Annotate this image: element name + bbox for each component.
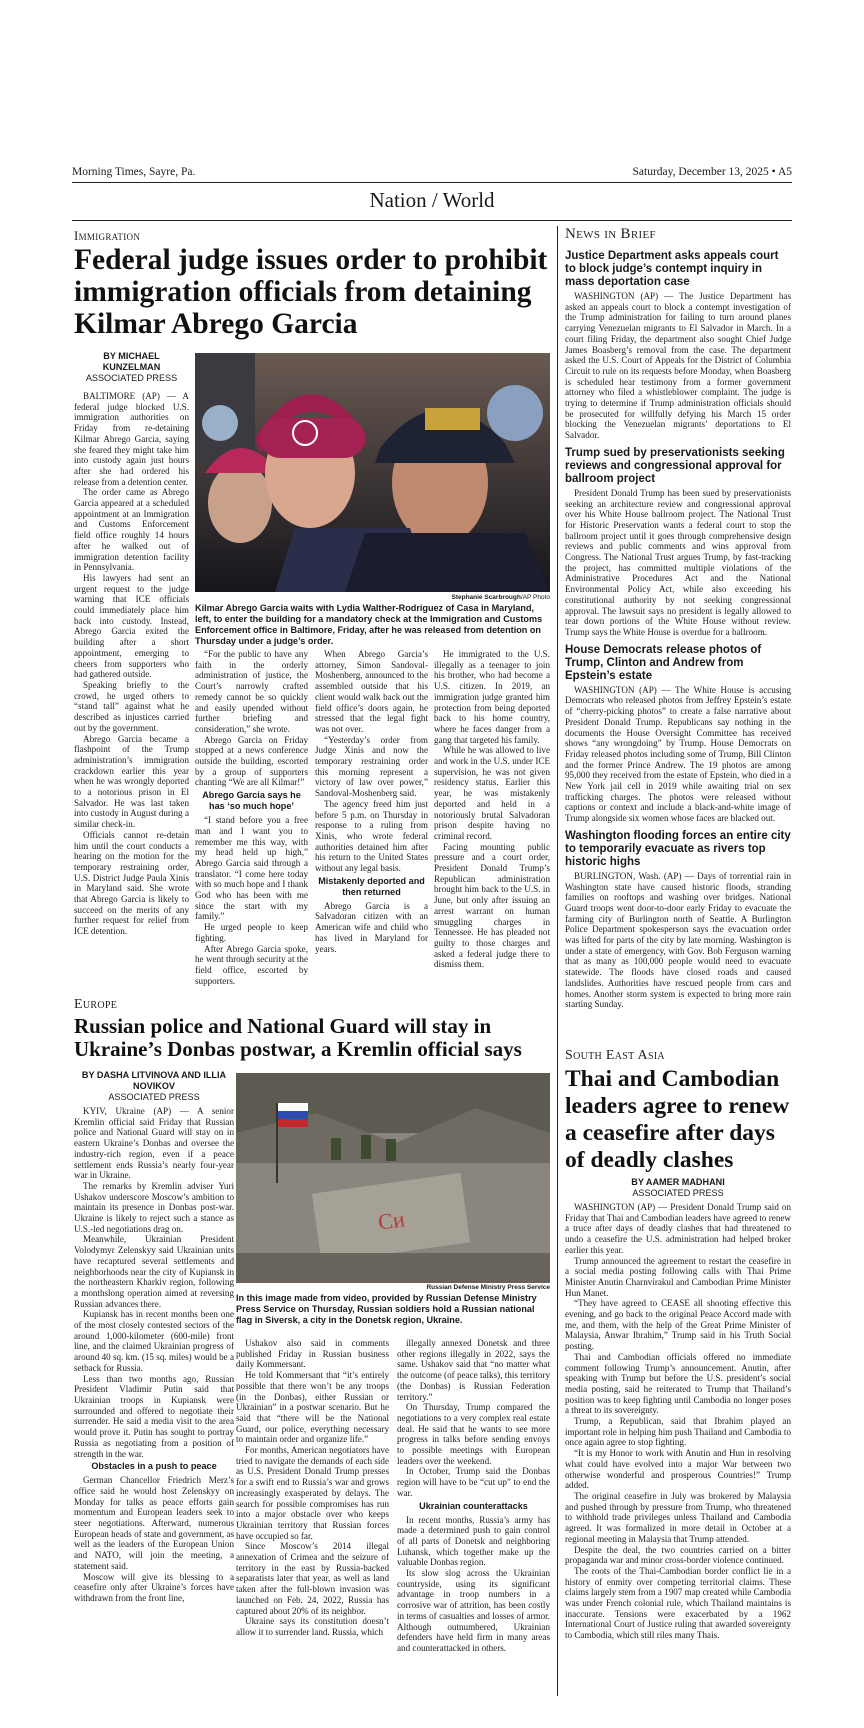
paragraph: He immigrated to the U.S. illegally as a teenager to join his brother, who had become a U.S. citizen. In 2019, an immigration judge granted him protection from being deported back to his home country, where he faces danger from a gang that targeted his family. [434,649,550,745]
byline-name: BY DASHA LITVINOVA AND ILLIA NOVIKOV [81,1070,227,1091]
byline-name: BY AAMER MADHANI [631,1177,725,1187]
paragraph: The order came as Abrego Garcia appeared at a scheduled appointment at an Immigration and Customs Enforcement field office roughly 14 hours after he walked out of immigration detention facility in Pennsylvania. [74,487,189,573]
paragraph: Trump, a Republican, said that Ibrahim played an important role in helping him push Thailand and Cambodia to once again agree to stop fighting. [565,1416,791,1448]
paragraph: Its slow slog across the Ukrainian countryside, using its significant advantage in troop numbers in a corrosive war of attrition, has been costly in terms of casualties and losses of armor. Although outnumbered, Ukrainian defenders have held firm in many areas and counterattacked in others. [397,1568,550,1653]
story2-col3 [397,1338,550,1700]
story2-caption: In this image made from video, provided by Russian Defense Ministry Press Service on Thursday, Russian soldiers hold a Russian national flag in Siversk, a city in the Donetsk region, Ukraine. [236,1293,537,1325]
paragraph: Since Moscow’s 2014 illegal annexation of Crimea and the seizure of territory in the east by Russia-backed separatists later that year, as well as land taken after the full-blown invasion was launched on Feb. 24, 2022, Russia has captured about 20% of its neighbor. [236,1541,389,1616]
story2-col1 [74,1106,234,1696]
story1-col2 [195,649,308,989]
story2-col2 [236,1338,389,1700]
credit-org: /AP Photo [520,594,550,601]
rubble-photo-illustration [236,1073,550,1283]
story1-kicker: Immigration [74,228,141,243]
paragraph: The original ceasefire in July was brokered by Malaysia and pushed through by pressure from Trump, who threatened to withhold trade privileges unless Thailand and Cambodia agreed. It was formalized in more detail in October at a regional meeting in Malaysia that Trump attended. [565,1490,791,1544]
paragraph: KYIV, Ukraine (AP) — A senior Kremlin official said Friday that Russian police and National Guard will stay on in eastern Ukraine’s Donbas and oversee the industry-rich region, even if a peace settlement ends Russia’s nearly four-year war in Ukraine. [74,1106,234,1181]
svg-text:Cи: Cи [376,1206,407,1235]
subheading: Abrego Garcia says he has ‘so much hope’ [202,790,301,812]
paragraph: After Abrego Garcia spoke, he went through security at the field office, escorted by supporters. [195,943,308,986]
credit-name: Stephanie Scarbrough [451,594,521,601]
byline-name: BY MICHAEL KUNZELMAN [102,351,161,372]
subheading: Ukrainian counterattacks [419,1500,528,1511]
paragraph: He told Kommersant that “it’s entirely possible that there won’t be any troops (in the Donbas), either Russian or Ukrainian” in a postwar scenario. But he said that “there will be the National Guard, our police, everything necessary to maintain order and organize life.” [236,1370,389,1445]
brief-body: President Donald Trump has been sued by preservationists seeking an architecture review and congressional approval over his White House ballroom project. The National Trust for Historic Preservation wants a federal court to stop the ballroom project until it goes through comprehensive design reviews and public comments and wins approval from Congress. The National Trust argues Trump, by fast-tracking the project, has committed multiple violations of the Administrative Procedures Act and the National Environmental Policy Act, while also exceeding his constitutional authority by not seeking congressional approval. The lawsuit says no president is legally allowed to tear down portions of the White House without review. Trump says the White House is overdue for a ballroom. [565,487,791,637]
story2-headline: Russian police and National Guard will stay in Ukraine’s Donbas postwar, a Kremlin official says [74,1014,522,1062]
paragraph: Ushakov also said in comments published Friday in Russian business daily Kommersant. [236,1338,389,1370]
story2-photo-credit: Russian Defense Ministry Press Service [426,1284,550,1291]
story1-photo-credit [195,593,550,602]
byline-agency: ASSOCIATED PRESS [85,373,178,383]
paragraph: Thai and Cambodian officials offered no immediate comment following Trump’s announcement. Anutin, after speaking with Trump but before the U.S. president’s social media posting, said he reiterated to Trump that Thailand’s position was to keep fighting until Cambodia no longer poses a threat to its sovereignty. [565,1351,791,1416]
page-number: A5 [777,166,792,178]
brief-title: House Democrats release photos of Trump, Clinton and Andrew from Epstein’s estate [565,643,762,682]
briefs-kicker: News in Brief [565,226,656,242]
paragraph: illegally annexed Donetsk and three other regions illegally in 2022, says the same. Ushakov said that “no matter what the outcome (of peace talks), this territory (the Donbas) is Russian Federation territory.” [397,1338,550,1402]
story3-body [565,1202,791,1702]
story3-byline [565,1177,791,1199]
paragraph: Abrego Garcia became a flashpoint of the Trump administration’s immigration crackdown earlier this year when he was wrongly deported to a notorious prison in El Salvador. He was last taken into custody in August during a similar check-in. [74,733,189,830]
paragraph: “It is my Honor to work with Anutin and Hun in resolving what could have evolved into a major War between two otherwise wonderful and prosperous Countries!” Trump added. [565,1448,791,1491]
paragraph: Meanwhile, Ukrainian President Volodymyr Zelenskyy said Ukrainian units have recaptured several settlements and neighborhoods near the city of Kupiansk in the northeastern Kharkiv region, following a monthslong operation aimed at reversing Russian advances there. [74,1234,234,1309]
brief-body: WASHINGTON (AP) — The Justice Department has asked an appeals court to block a contempt investigation of the Trump administration for failing to turn around planes carrying Venezuelan migrants to El Salvador in March. In a court filing Friday, the department also sought Chief Judge James Boasberg’s removal from the case. The department asked the U.S. Court of Appeals for the District of Columbia Circuit to rule on its requests before Monday, when Boasberg is scheduled hear testimony from a former government attorney who filed a whistleblower complaint. The judge is trying to determine if Trump administration officials should be prosecuted for willfully defying his March 15 order blocking the Venezuelan migrants’ deportations to El Salvador. [565,291,791,441]
paragraph: Officials cannot re-detain him until the court conducts a hearing on the motion for the temporary restraining order, U.S. District Judge Paula Xinis in Maryland said. She wrote that Abrego Garcia is likely to succeed on the merits of any further request for relief from ICE detention. [74,829,189,937]
paragraph: When Abrego Garcia’s attorney, Simon Sandoval-Moshenberg, announced to the assembled outside that his client would walk back out the field office’s doors again, he stressed that the legal fight was not over. [315,649,428,734]
story1-caption: Kilmar Abrego Garcia waits with Lydia Walther-Rodriguez of Casa in Maryland, left, to enter the building for a mandatory check at the Immigration and Customs Enforcement office in Baltimore, Friday, after he was released from detention on Thursday under a judge’s order. [195,603,543,646]
column-divider [557,226,558,1696]
paragraph: While he was allowed to live and work in the U.S. under ICE supervision, he was not given residency status. Earlier this year, he was mistakenly deported and held in a notoriously brutal Salvadoran prison despite having no criminal record. [434,745,550,841]
story2-photo [236,1073,550,1283]
byline-agency: ASSOCIATED PRESS [632,1188,724,1198]
brief-body: WASHINGTON (AP) — The White House is accusing Democrats who released photos from Jeffrey Epstein’s estate of “cherry-picking photos” to create a false narrative about President Donald Trump. Republicans say nothing in the documents the House Oversight Committee has received shows “any wrongdoing” by Trump. House Democrats on Friday released photos including some of Trump, Bill Clinton and the former Prince Andrew. The 19 photos are among 95,000 they received from the estate of Epstein, who died in a New York jail cell in 2019 while awaiting trial on sex trafficking charges. The photos were released without captions or context and include a black-and-white image of Trump alongside six women whose faces are blacked out. [565,684,791,824]
story1-headline: Federal judge issues order to prohibit immigration officials from detaining Kilmar Abrego Garcia [74,244,548,340]
paragraph: WASHINGTON (AP) — President Donald Trump said on Friday that Thai and Cambodian leaders have agreed to renew a truce after days of deadly clashes that had threatened to undo a ceasefire the U.S. administration had helped broker earlier this year. [565,1202,791,1255]
page-date [633,166,792,178]
paragraph: His lawyers had sent an urgent request to the judge warning that ICE officials could immediately place him back into custody. Instead, Abrego Garcia exited the building after a short appointment, emerging to cheers from supporters who had gathered outside. [74,572,189,680]
story3-headline: Thai and Cambodian leaders agree to renew a ceasefire after days of deadly clashes [565,1066,790,1174]
paragraph: Despite the deal, the two countries carried on a bitter propaganda war and minor cross-border violence continued. [565,1544,791,1566]
paragraph: The remarks by Kremlin adviser Yuri Ushakov underscore Moscow’s ambition to maintain its presence in Donbas post-war. Ukraine is likely to reject such a stance as U.S.-led negotiations drag on. [74,1180,234,1234]
paragraph: He urged people to keep fighting. [195,922,308,943]
story1-photo [195,353,550,592]
paragraph: Kupiansk has in recent months been one of the most closely contested sectors of the around 1,000-kilometer (600-mile) front line, and the claimed Ukrainian progress of around 40 sq. km. (15 sq. miles) would be a setback for Russia. [74,1309,234,1373]
date-text: Saturday, December 13, 2025 • [632,166,776,178]
subheading: Mistakenly deported and then returned [318,875,425,897]
paragraph: In recent months, Russia’s army has made a determined push to gain control of all parts of Donetsk and neighboring Luhansk, which together make up the valuable Donbas region. [397,1514,550,1568]
subheading: Obstacles in a push to peace [91,1461,217,1472]
brief-title: Justice Department asks appeals court to block judge’s contempt inquiry in mass deportation case [565,250,779,288]
paragraph: “I stand before you a free man and I want you to remember me this way, with my head held up high,” Abrego Garcia said through a translator. “I come here today with so much hope and I thank God who has been with me since the start with my family.” [195,815,308,922]
section-rule [72,220,792,221]
paragraph: Moscow will give its blessing to a ceasefire only after Ukraine’s forces have withdrawn from the front line, [74,1571,234,1603]
story1-col4 [434,649,550,989]
paragraph: German Chancellor Friedrich Merz’s office said he would host Zelenskyy on Monday for talks as peace efforts gain momentum and European leaders seek to steer negotiations. Afterward, numerous European heads of state and government, as well as the leaders of the European Union and NATO, will join the meeting, a statement said. [74,1475,234,1571]
byline-agency: ASSOCIATED PRESS [108,1092,200,1102]
story1-byline [74,351,189,384]
paragraph: For months, American negotiators have tried to navigate the demands of each side as U.S. President Donald Trump presses for a swift end to Russia’s war and grows increasingly exasperated by delays. The search for possible compromises has run into a major obstacle over who keeps Ukrainian territory that Russian forces have occupied so far. [236,1445,389,1541]
paragraph: Less than two months ago, Russian President Vladimir Putin said that Ukrainian troops in Kupiansk were surrounded and offered to negotiate their surrender. He said a media visit to the area would prove it. Putin has sought to portray Russia as negotiating from a position of strength in the war. [74,1373,234,1459]
paragraph: The agency freed him just before 5 p.m. on Thursday in response to a ruling from Xinis, who wrote federal authorities detained him after his return to the United States without any legal basis. [315,798,428,874]
paragraph: Ukraine says its constitution doesn’t allow it to surrender land. Russia, which [236,1616,389,1637]
story2-kicker: Europe [74,997,118,1012]
paragraph: Abrego Garcia on Friday stopped at a news conference outside the building, escorted by a group of supporters chanting “We are all Kilmar!” [195,734,308,788]
story1-col3 [315,649,428,989]
story1-col1 [74,391,189,991]
brief-body: BURLINGTON, Wash. (AP) — Days of torrential rain in Washington state have caused historic floods, stranding families on rooftops and washing over bridges. National Guard troops went door-to-door early Friday to evacuate the farming city of Burlington north of Seattle. A Burlington Police Department spokesperson says the evacuation order was lifted for parts of the city by late morning. Washington is under a state of emergency, with Gov. Bob Ferguson warning that as many as 100,000 people would need to evacuate statewide. The floods have closed roads and caused landslides. Authorities have rescued people from cars and homes. Another storm system is expected to bring more rain starting Sunday. [565,870,791,1010]
paragraph: On Thursday, Trump compared the negotiations to a very complex real estate deal. He said that he wants to see more progress in talks before sending envoys to possible meetings with European leaders over the weekend. [397,1402,550,1466]
brief-title: Trump sued by preservationists seeking reviews and congressional approval for ballroom project [565,446,785,485]
paragraph: Trump announced the agreement to restart the ceasefire in a social media posting following calls with Thai Prime Minister Anutin Charnvirakul and Cambodian Prime Minister Hun Manet. [565,1255,791,1298]
section-title: Nation / World [369,188,495,212]
crowd-photo-illustration [195,353,550,592]
brief-title: Washington flooding forces an entire city to temporarily evacuate as rivers top historic highs [565,829,791,868]
paper-name: Morning Times, Sayre, Pa. [72,166,196,178]
news-briefs [565,244,791,1044]
paragraph: “They have agreed to CEASE all shooting effective this evening, and go back to the original Peace Accord made with me, and them, with the help of the Great Prime Minister of Malaysia, Anwar Ibrahim,” Trump said in his Truth Social posting. [565,1298,791,1352]
paragraph: “Yesterday’s order from Judge Xinis and now the temporary restraining order this morning represent a victory of law over power,” Sandoval-Moshenberg said. [315,734,428,799]
paragraph: Abrego Garcia is a Salvadoran citizen with an American wife and child who has lived in Maryland for years. [315,900,428,954]
paragraph: “For the public to have any faith in the orderly administration of justice, the Court’s narrowly crafted remedy cannot be so quickly and easily upended without further briefing and consideration,” she wrote. [195,649,308,734]
paragraph: Facing mounting public pressure and a court order, President Donald Trump’s Republican administration brought him back to the U.S. in June, but only after issuing an arrest warrant on human smuggling charges in Tennessee. He has pleaded not guilty to those charges and asked a federal judge there to dismiss them. [434,841,550,970]
paragraph: Speaking briefly to the crowd, he urged others to “stand tall” against what he described as injustices carried out by the government. [74,679,189,733]
masthead-rule [72,182,792,183]
story2-byline [74,1070,234,1103]
paragraph: In October, Trump said the Donbas region will have to be “cut up” to end the war. [397,1466,550,1498]
paragraph: BALTIMORE (AP) — A federal judge blocked U.S. immigration authorities on Friday from re-detaining Kilmar Abrego Garcia, saying she feared they might take him into custody again just hours after she had ordered his release from a detention center. [74,391,189,487]
story3-kicker: South East Asia [565,1048,665,1063]
paragraph: The roots of the Thai-Cambodian border conflict lie in a history of enmity over competing territorial claims. These claims largely stem from a 1907 map created while Cambodia was under French colonial rule, which Thailand maintains is inaccurate. Tensions were exacerbated by a 1962 International Court of Justice ruling that awarded sovereignty to Cambodia, which still riles many Thais. [565,1565,791,1641]
